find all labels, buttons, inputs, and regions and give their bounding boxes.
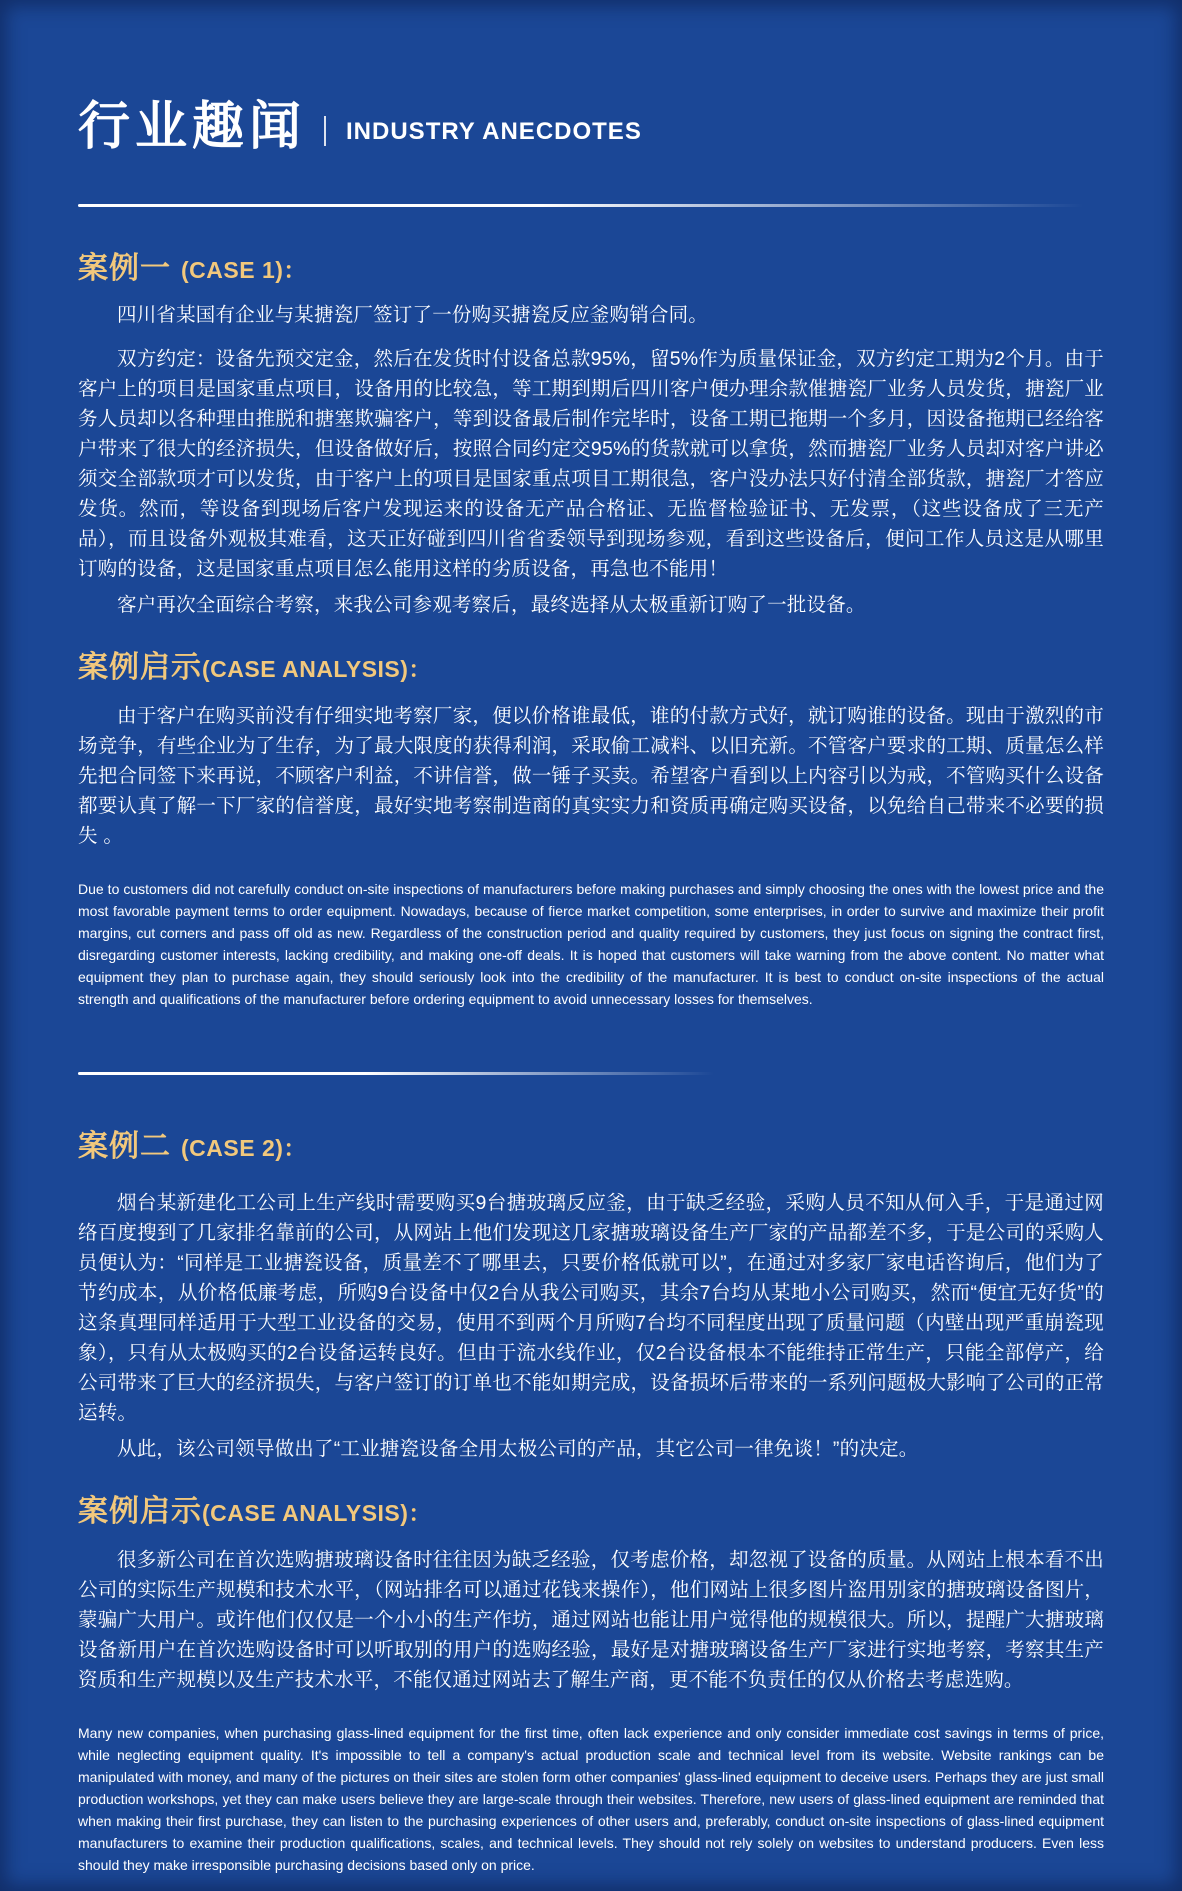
case1-heading — [78, 249, 1104, 292]
section-divider-top — [78, 204, 1104, 207]
case1-section — [78, 249, 1104, 1010]
case1-analysis-english: Due to customers did not carefully conduct on-site inspections of manufacturers before making purchases and simply choosing the ones with the lowest price and the most favorable payment terms to order equipment. Nowadays, because of fierce market competition, some enterprises, in order to survive and maximize their profit margins, cut corners and pass off old as new. Regardless of the construction period and quality required by customers, they just focus on signing the contract first, disregarding customer interests, lacking credibility, and making one-off deals. It is hoped that customers will take warning from the above content. No matter what equipment they plan to purchase again, they should seriously look into the credibility of the manufacturer. It is best to conduct on-site inspections of the actual strength and qualifications of the manufacturer before ordering equipment to avoid unnecessary losses for themselves. — [78, 880, 1104, 1007]
case1-paragraph: 客户再次全面综合考察，来我公司参观考察后，最终选择从太极重新订购了一批设备。 — [117, 593, 866, 616]
case1-analysis-heading-chinese: 案例启示 — [78, 650, 202, 684]
case2-analysis-heading — [78, 1492, 1104, 1535]
case2-analysis-english: Many new companies, when purchasing glass-lined equipment for the first time, often lack experience and only consider immediate cost savings in terms of price, while neglecting equipment quality. It's impossible to tell a company's actual production scale and technical level from its website. Website rankings can be manipulated with money, and many of the pictures on their sites are stolen form other companies' glass-lined equipment to deceive users. Perhaps they are just small production workshops, yet they can make users believe they are large-scale through their websites. Therefore, new users of glass-lined equipment are reminded that when making their first purchase, they can listen to the purchasing experiences of other users and, preferably, conduct on-site inspections of glass-lined equipment manufacturers to examine their production qualifications, scales, and technical levels. They should not rely solely on websites to understand producers. Even less should they make irresponsible purchasing decisions based only on price. — [78, 1724, 1104, 1873]
case1-heading-chinese: 案例一 — [78, 251, 171, 285]
case1-paragraph: 双方约定：设备先预交定金，然后在发货时付设备总款95%，留5%作为质量保证金，双方约定工期为2个月。由于客户上的项目是国家重点项目，设备用的比较急，等工期到期后四川客户便办理余款催搪瓷厂业务人员发货，搪瓷厂业务人员却以各种理由推脱和搪塞欺骗客户，等到设备最后制作完毕时，设备工期已拖期一个多月，因设备拖期已经给客户带来了很大的经济损失，但设备做好后，按照合同约定交95%的货款就可以拿货，然而搪瓷厂业务人员却对客户讲必须交全部款项才可以发货，由于客户上的项目是国家重点项目工期很急，客户没办法只好付清全部货款，搪瓷厂才答应发货。然而，等设备到现场后客户发现运来的设备无产品合格证、无监督检验证书、无发票，（这些设备成了三无产品），而且设备外观极其难看，这天正好碰到四川省省委领导到现场参观，看到这些设备后，便问工作人员这是从哪里订购的设备，这是国家重点项目怎么能用这样的劣质设备，再急也不能用！ — [78, 347, 1104, 580]
case1-paragraph: 四川省某国有企业与某搪瓷厂签订了一份购买搪瓷反应釜购销合同。 — [117, 303, 709, 326]
page-title-english: INDUSTRY ANECDOTES — [346, 117, 642, 145]
case2-heading — [78, 1127, 1104, 1170]
header-vertical-divider — [324, 116, 326, 146]
case2-heading-english: (CASE 2)： — [181, 1134, 307, 1161]
case1-heading-english: (CASE 1)： — [181, 256, 307, 283]
case2-paragraph: 从此，该公司领导做出了“工业搪瓷设备全用太极公司的产品，其它公司一律免谈！”的决定。 — [117, 1437, 919, 1460]
case1-analysis-chinese: 由于客户在购买前没有仔细实地考察厂家，便以价格谁最低，谁的付款方式好，就订购谁的设备。现由于激烈的市场竞争，有些企业为了生存，为了最大限度的获得利润，采取偷工减料、以旧充新。不管客户要求的工期、质量怎么样先把合同签下来再说，不顾客户利益，不讲信誉，做一锤子买卖。希望客户看到以上内容引以为戒，不管购买什么设备都要认真了解一下厂家的信誉度，最好实地考察制造商的真实实力和资质再确定购买设备，以免给自己带来不必要的损失 。 — [78, 704, 1104, 847]
page-header — [78, 0, 1104, 158]
case2-paragraph: 烟台某新建化工公司上生产线时需要购买9台搪玻璃反应釜，由于缺乏经验，采购人员不知从何入手，于是通过网络百度搜到了几家排名靠前的公司，从网站上他们发现这几家搪玻璃设备生产厂家的产品都差不多，于是公司的采购人员便认为：“同样是工业搪瓷设备，质量差不了哪里去，只要价格低就可以”，在通过对多家厂家电话咨询后，他们为了节约成本，从价格低廉考虑，所购9台设备中仅2台从我公司购买，其余7台均从某地小公司购买，然而“便宜无好货”的这条真理同样适用于大型工业设备的交易，使用不到两个月所购7台均不同程度出现了质量问题（内壁出现严重崩瓷现象），只有从太极购买的2台设备运转良好。但由于流水线作业，仅2台设备根本不能维持正常生产，只能全部停产，给公司带来了巨大的经济损失，与客户签订的订单也不能如期完成，设备损坏后带来的一系列问题极大影响了公司的正常运转。 — [78, 1191, 1104, 1424]
case2-analysis-chinese: 很多新公司在首次选购搪玻璃设备时往往因为缺乏经验，仅考虑价格，却忽视了设备的质量。从网站上根本看不出公司的实际生产规模和技术水平，（网站排名可以通过花钱来操作），他们网站上很多图片盗用别家的搪玻璃设备图片，蒙骗广大用户。或许他们仅仅是一个小小的生产作坊，通过网站也能让用户觉得他的规模很大。所以，提醒广大搪玻璃设备新用户在首次选购设备时可以听取别的用户的选购经验，最好是对搪玻璃设备生产厂家进行实地考察，考察其生产资质和生产规模以及生产技术水平，不能仅通过网站去了解生产商，更不能不负责任的仅从价格去考虑选购。 — [78, 1548, 1104, 1691]
case1-analysis-heading-english: (CASE ANALYSIS)： — [202, 655, 432, 682]
case2-analysis-heading-english: (CASE ANALYSIS)： — [202, 1499, 432, 1526]
page-title-chinese: 行业趣闻 — [78, 98, 307, 156]
case2-analysis-heading-chinese: 案例启示 — [78, 1494, 202, 1528]
case1-analysis-heading — [78, 648, 1104, 691]
case2-heading-chinese: 案例二 — [78, 1129, 171, 1163]
case2-section — [78, 1127, 1104, 1876]
section-divider-middle — [78, 1072, 1104, 1075]
